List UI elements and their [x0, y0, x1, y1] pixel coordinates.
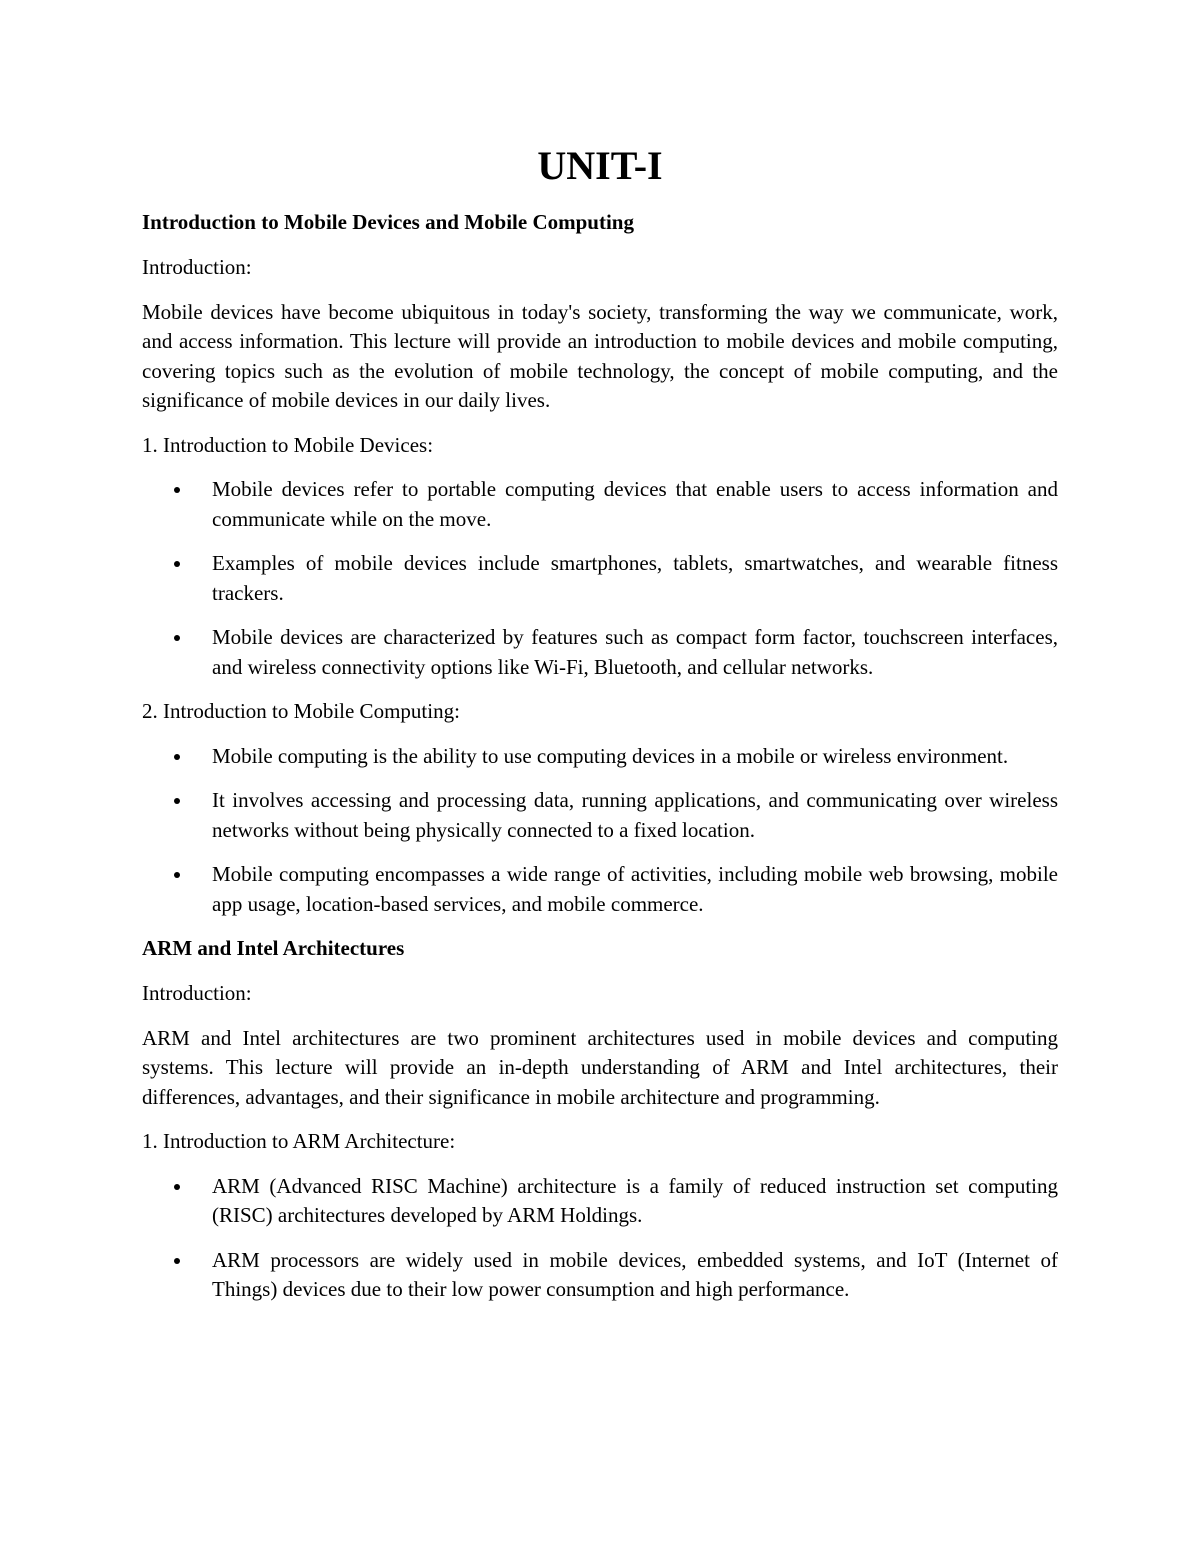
section-heading: ARM and Intel Architectures [142, 936, 405, 960]
page-title: UNIT-I [537, 143, 663, 188]
intro-paragraph: Mobile devices have become ubiquitous in today's society, transforming the way we communicate, work, and access information. This lecture will provide an introduction to mobile devices and mobile computing, covering topics such as the evolution of mobile technology, the concept of mobile computing, and the significance of mobile devices in our daily lives. [142, 299, 1058, 412]
list-item [142, 1172, 1058, 1231]
list-item [142, 1246, 1058, 1305]
list-item-text: Mobile computing encompasses a wide range of activities, including mobile web browsing, mobile app usage, location-based services, and mobile commerce. [212, 862, 1058, 916]
intro-label: Introduction: [142, 255, 252, 279]
list-item [142, 549, 1058, 608]
bullet-list [142, 1172, 1058, 1305]
list-item [142, 860, 1058, 919]
list-item-text: Mobile computing is the ability to use computing devices in a mobile or wireless environment. [212, 743, 1009, 768]
list-item-text: Examples of mobile devices include smartphones, tablets, smartwatches, and wearable fitness trackers. [212, 551, 1058, 605]
subsection-title: 1. Introduction to ARM Architecture: [142, 1129, 456, 1153]
intro-label: Introduction: [142, 981, 252, 1005]
list-item-text: ARM (Advanced RISC Machine) architecture is a family of reduced instruction set computing (RISC) architectures developed by ARM Holdings. [212, 1173, 1058, 1227]
list-item-text: ARM processors are widely used in mobile devices, embedded systems, and IoT (Internet of Things) devices due to their low power consumption and high performance. [212, 1247, 1058, 1301]
bullet-icon [174, 754, 180, 760]
bullet-list [142, 475, 1058, 682]
section-heading: Introduction to Mobile Devices and Mobile Computing [142, 210, 634, 234]
bullet-icon [174, 487, 180, 493]
list-item-text: It involves accessing and processing data, running applications, and communicating over wireless networks without being physically connected to a fixed location. [212, 788, 1058, 842]
list-item [142, 475, 1058, 534]
bullet-icon [174, 561, 180, 567]
subsection-title: 1. Introduction to Mobile Devices: [142, 432, 434, 457]
subsection-title: 2. Introduction to Mobile Computing: [142, 699, 460, 723]
bullet-icon [174, 1184, 180, 1190]
bullet-icon [174, 798, 180, 804]
bullet-list [142, 742, 1058, 920]
intro-paragraph: ARM and Intel architectures are two prominent architectures used in mobile devices and computing systems. This lecture will provide an in-depth understanding of ARM and Intel architectures, their differences, advantages, and their significance in mobile architecture and programming. [142, 1025, 1058, 1109]
bullet-icon [174, 1258, 180, 1264]
list-item [142, 623, 1058, 682]
list-item [142, 742, 1058, 772]
list-item-text: Mobile devices are characterized by features such as compact form factor, touchscreen interfaces, and wireless connectivity options like Wi-Fi, Bluetooth, and cellular networks. [212, 625, 1058, 679]
list-item-text: Mobile devices refer to portable computing devices that enable users to access information and communicate while on the move. [212, 477, 1058, 531]
bullet-icon [174, 872, 180, 878]
bullet-icon [174, 635, 180, 641]
list-item [142, 786, 1058, 845]
